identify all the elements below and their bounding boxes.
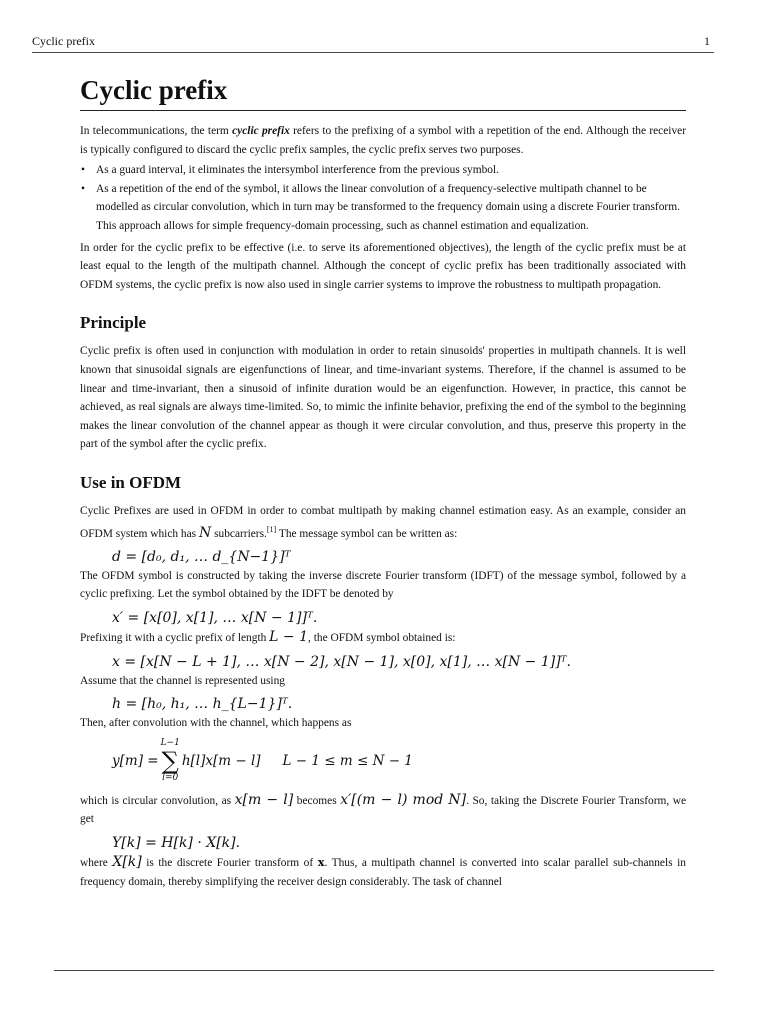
- math-prefix-length: L − 1: [269, 629, 309, 646]
- summation-lower-limit: l=0: [162, 772, 179, 783]
- equation-ofdm-symbol: x = [x[N − L + 1], … x[N − 2], x[N − 1], x[0], x[1], … x[N − 1]]ᵀ.: [112, 653, 571, 670]
- equation-convolution: [112, 735, 686, 787]
- section-heading-principle: Principle: [80, 313, 147, 333]
- ofdm-paragraph-6: which is circular convolution, as x[m − l] becomes x′[(m − l) mod N]. So, taking the Discrete Fourier Transform, we get: [80, 791, 687, 826]
- principle-paragraph: Cyclic prefix is often used in conjunction with modulation in order to retain sinusoids' properties in multipath channels. It is well known that sinusoidal signals are eigenfunctions of linear, and time-invariant systems. Therefore, if the channel is assumed to be linear and time-invariant, then a sinusoid of infinite duration would be an eigenfunction. However, in practice, this cannot be achieved, as real signals are always time-limited. So, to mimic the infinite behavior, prefixing the end of the symbol to the beginning makes the linear convolution of the channel appear as though it were circular convolution, and thus, preserve this property in the part of the symbol after the cyclic prefix.: [80, 345, 686, 451]
- math-x-mod: x′[(m − l) mod N]: [340, 791, 467, 808]
- footer-rule: [54, 970, 714, 971]
- ofdm-paragraph-1: Cyclic Prefixes are used in OFDM in order to combat multipath by making channel estimation easy. As an example, consider an OFDM system which has N subcarriers.[1] The message symbol can be written as:: [80, 504, 686, 541]
- intro-paragraph-2: In order for the cyclic prefix to be effective (i.e. to serve its aforementioned objectives), the length of the cyclic prefix must be at least equal to the length of the multipath channel. Although the concept of cyclic prefix has been traditionally associated with OFDM systems, the cyclic prefix is now also used in single carrier systems to improve the robustness to multipath propagation.: [80, 241, 686, 291]
- equation-idft-symbol: x′ = [x[0], x[1], … x[N − 1]]ᵀ.: [112, 610, 318, 627]
- summation-upper-limit: L−1: [160, 737, 180, 748]
- summation: [161, 738, 180, 784]
- ofdm-paragraph-2: The OFDM symbol is constructed by taking the inverse discrete Fourier transform (IDFT) of the message symbol, followed by a cyclic prefixing. Let the symbol obtained by the IDFT be denoted by: [80, 569, 686, 601]
- summation-symbol: ∑: [161, 746, 179, 775]
- convolution-lhs: y[m] =: [112, 752, 159, 769]
- header-rule: [32, 52, 714, 53]
- math-n: N: [198, 524, 212, 541]
- section-heading-ofdm: Use in OFDM: [80, 472, 182, 492]
- list-item: • As a repetition of the end of the symbol, it allows the linear convolution of a frequency-selective multipath channel to be modelled as circular convolution, which in turn may be transformed to the frequency domain using a discrete Fourier transform. This approach allows for simple frequency-domain processing, such as channel estimation and equalization.: [96, 180, 686, 236]
- convolution-condition: L − 1 ≤ m ≤ N − 1: [282, 752, 413, 769]
- purpose-list: [80, 161, 686, 235]
- intro-paragraph: In telecommunications, the term cyclic prefix refers to the prefixing of a symbol with a repetition of the end. Although the receiver is typically configured to discard the cyclic prefix samples, the cyclic prefix serves two purposes.: [80, 125, 686, 156]
- equation-message-symbol: d = [d₀, d₁, … d_{N−1}]ᵀ: [112, 548, 291, 565]
- math-x-shift: x[m − l]: [234, 791, 294, 808]
- math-bold-x: x: [317, 855, 325, 870]
- equation-channel: h = [h₀, h₁, … h_{L−1}]ᵀ.: [112, 696, 293, 713]
- running-header: [32, 34, 710, 49]
- equation-dft: Y[k] = H[k] · X[k].: [112, 835, 241, 852]
- ofdm-paragraph-4: Assume that the channel is represented using: [80, 674, 285, 687]
- page-number: 1: [704, 34, 710, 48]
- list-item: • As a guard interval, it eliminates the intersymbol interference from the previous symbol.: [96, 161, 686, 180]
- article-title: Cyclic prefix: [80, 72, 686, 111]
- running-header-title: Cyclic prefix: [32, 34, 95, 48]
- convolution-body: h[l]x[m − l]: [181, 752, 261, 769]
- ofdm-paragraph-7: where X[k] is the discrete Fourier transform of x. Thus, a multipath channel is converted into scalar parallel sub-channels in frequency domain, thereby simplifying the receiver design considerably. The task of channel: [80, 854, 686, 888]
- ofdm-paragraph-3: Prefixing it with a cyclic prefix of length L − 1, the OFDM symbol obtained is:: [80, 629, 456, 646]
- term-cyclic-prefix: cyclic prefix: [232, 125, 290, 137]
- reference-link[interactable]: [1]: [266, 524, 277, 534]
- ofdm-paragraph-5: Then, after convolution with the channel, which happens as: [80, 717, 352, 730]
- math-xk: X[k]: [112, 854, 142, 871]
- article-body: [80, 72, 686, 891]
